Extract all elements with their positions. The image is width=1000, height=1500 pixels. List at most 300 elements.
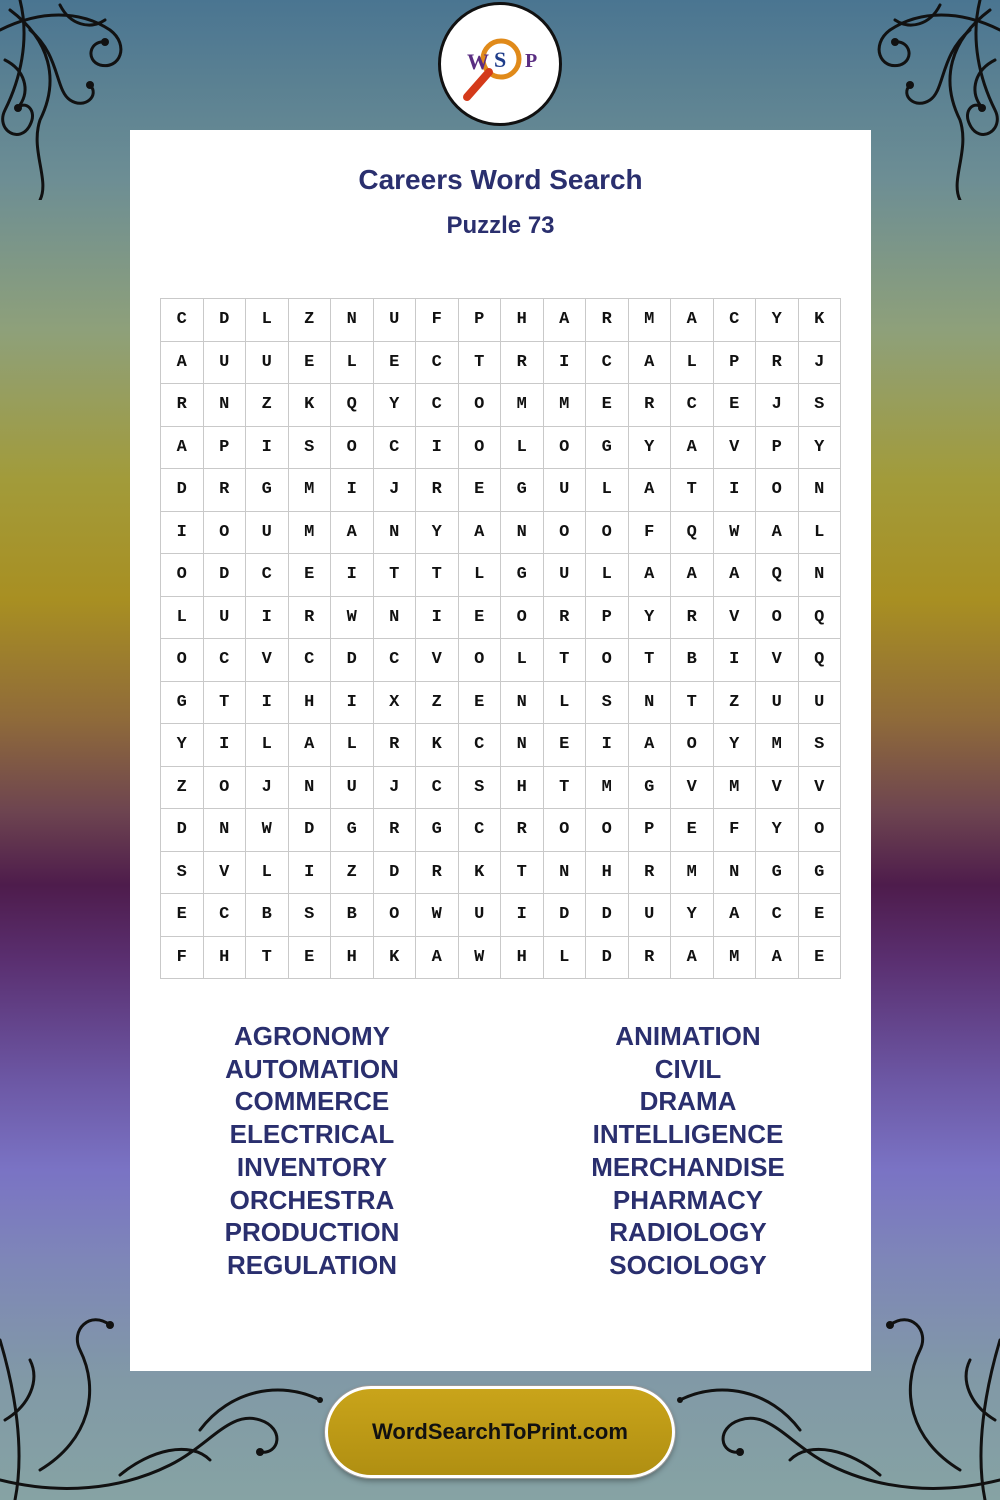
grid-cell[interactable]: W (246, 809, 289, 852)
grid-cell[interactable]: A (543, 299, 586, 342)
grid-cell[interactable]: G (628, 766, 671, 809)
grid-cell[interactable]: A (671, 936, 714, 979)
grid-cell[interactable]: N (501, 681, 544, 724)
grid-cell[interactable]: U (756, 681, 799, 724)
grid-cell[interactable]: F (713, 809, 756, 852)
word-item: CIVIL (654, 1053, 722, 1084)
grid-row (161, 511, 841, 554)
grid-cell[interactable]: N (373, 511, 416, 554)
word-item: ANIMATION (615, 1021, 761, 1051)
grid-cell[interactable]: O (586, 639, 629, 682)
grid-cell[interactable]: O (458, 426, 501, 469)
grid-cell[interactable]: V (203, 851, 246, 894)
grid-cell[interactable]: U (373, 299, 416, 342)
grid-cell[interactable]: E (458, 681, 501, 724)
grid-cell[interactable]: T (458, 341, 501, 384)
grid-cell[interactable]: H (203, 936, 246, 979)
grid-cell[interactable]: L (586, 469, 629, 512)
grid-cell[interactable]: N (543, 851, 586, 894)
grid-row (161, 384, 841, 427)
grid-cell[interactable]: V (416, 639, 459, 682)
grid-cell[interactable]: M (288, 511, 331, 554)
word-item: COMMERCE (234, 1086, 390, 1117)
grid-cell[interactable]: C (373, 426, 416, 469)
grid-cell[interactable]: M (288, 469, 331, 512)
word-item: PHARMACY (612, 1184, 764, 1215)
grid-cell[interactable]: E (713, 384, 756, 427)
grid-cell[interactable]: I (416, 596, 459, 639)
grid-cell[interactable]: G (331, 809, 374, 852)
grid-cell[interactable]: P (586, 596, 629, 639)
grid-cell[interactable]: S (798, 384, 841, 427)
grid-cell[interactable]: Q (331, 384, 374, 427)
grid-cell[interactable]: P (713, 341, 756, 384)
grid-cell[interactable]: J (756, 384, 799, 427)
grid-cell[interactable]: E (458, 596, 501, 639)
word-list-left (152, 1020, 472, 1282)
grid-cell[interactable]: I (331, 554, 374, 597)
grid-cell[interactable]: L (331, 341, 374, 384)
grid-cell[interactable]: T (671, 681, 714, 724)
grid-cell[interactable]: A (628, 469, 671, 512)
grid-row (161, 766, 841, 809)
word-item: INTELLIGENCE (592, 1119, 784, 1150)
word-item: REGULATION (227, 1249, 397, 1280)
grid-cell[interactable]: T (628, 639, 671, 682)
grid-cell[interactable]: R (416, 851, 459, 894)
word-item: PRODUCTION (224, 1217, 400, 1248)
grid-cell[interactable]: E (288, 936, 331, 979)
grid-cell[interactable]: W (416, 894, 459, 937)
grid-cell[interactable]: L (798, 511, 841, 554)
grid-cell[interactable]: Y (628, 426, 671, 469)
grid-cell[interactable]: G (416, 809, 459, 852)
grid-row (161, 809, 841, 852)
grid-cell[interactable]: E (288, 554, 331, 597)
grid-cell[interactable]: N (203, 384, 246, 427)
grid-row (161, 936, 841, 979)
grid-cell[interactable]: P (756, 426, 799, 469)
grid-cell[interactable]: I (246, 596, 289, 639)
grid-cell[interactable]: M (628, 299, 671, 342)
grid-cell[interactable]: I (586, 724, 629, 767)
grid-cell[interactable]: U (798, 681, 841, 724)
logo-letter-p: P (525, 50, 538, 72)
grid-cell[interactable]: O (458, 384, 501, 427)
grid-cell[interactable]: V (671, 766, 714, 809)
grid-cell[interactable]: N (203, 809, 246, 852)
grid-cell[interactable]: C (203, 639, 246, 682)
grid-cell[interactable]: L (246, 299, 289, 342)
grid-cell[interactable]: A (671, 554, 714, 597)
grid-cell[interactable]: O (501, 596, 544, 639)
grid-cell[interactable]: G (586, 426, 629, 469)
grid-cell[interactable]: N (373, 596, 416, 639)
grid-cell[interactable]: R (628, 936, 671, 979)
word-item: RADIOLOGY (609, 1217, 767, 1248)
grid-cell[interactable]: M (671, 851, 714, 894)
word-item: ELECTRICAL (229, 1119, 395, 1150)
grid-cell[interactable]: R (543, 596, 586, 639)
grid-cell[interactable]: Z (161, 766, 204, 809)
grid-cell[interactable]: N (713, 851, 756, 894)
grid-cell[interactable]: E (288, 341, 331, 384)
grid-cell[interactable]: N (798, 469, 841, 512)
grid-cell[interactable]: A (628, 341, 671, 384)
grid-cell[interactable]: F (161, 936, 204, 979)
grid-cell[interactable]: R (373, 809, 416, 852)
grid-cell[interactable]: T (373, 554, 416, 597)
grid-cell[interactable]: O (756, 596, 799, 639)
grid-cell[interactable]: A (161, 426, 204, 469)
grid-cell[interactable]: F (628, 511, 671, 554)
grid-cell[interactable]: Y (756, 809, 799, 852)
grid-cell[interactable]: T (543, 639, 586, 682)
grid-cell[interactable]: M (713, 766, 756, 809)
grid-row (161, 426, 841, 469)
grid-row (161, 681, 841, 724)
grid-cell[interactable]: G (501, 554, 544, 597)
grid-cell[interactable]: N (501, 724, 544, 767)
grid-cell[interactable]: A (161, 341, 204, 384)
grid-cell[interactable]: L (246, 851, 289, 894)
grid-cell[interactable]: D (586, 936, 629, 979)
grid-cell[interactable]: Y (628, 596, 671, 639)
grid-cell[interactable]: C (203, 894, 246, 937)
grid-row (161, 639, 841, 682)
grid-cell[interactable]: C (246, 554, 289, 597)
grid-row (161, 554, 841, 597)
grid-cell[interactable]: I (543, 341, 586, 384)
word-item: AGRONOMY (234, 1021, 390, 1051)
page-title: Careers Word Search (358, 164, 643, 195)
grid-cell[interactable]: D (203, 554, 246, 597)
grid-cell[interactable]: V (246, 639, 289, 682)
grid-cell[interactable]: Z (331, 851, 374, 894)
grid-cell[interactable]: L (543, 936, 586, 979)
grid-cell[interactable]: E (798, 936, 841, 979)
grid-cell[interactable]: H (501, 936, 544, 979)
grid-cell[interactable]: Q (798, 596, 841, 639)
grid-cell[interactable]: L (331, 724, 374, 767)
grid-cell[interactable]: O (543, 511, 586, 554)
grid-cell[interactable]: O (543, 809, 586, 852)
grid-cell[interactable]: R (161, 384, 204, 427)
grid-cell[interactable]: F (416, 299, 459, 342)
grid-cell[interactable]: G (161, 681, 204, 724)
grid-cell[interactable]: A (756, 936, 799, 979)
grid-cell[interactable]: D (203, 299, 246, 342)
grid-cell[interactable]: V (713, 426, 756, 469)
grid-cell[interactable]: E (586, 384, 629, 427)
grid-cell[interactable]: I (713, 639, 756, 682)
grid-cell[interactable]: S (798, 724, 841, 767)
grid-cell[interactable]: U (246, 341, 289, 384)
word-search-grid (160, 298, 841, 979)
grid-cell[interactable]: I (246, 426, 289, 469)
grid-cell[interactable]: G (246, 469, 289, 512)
site-link-label: WordSearchToPrint.com (372, 1419, 628, 1444)
grid-cell[interactable]: D (288, 809, 331, 852)
grid-cell[interactable]: Y (756, 299, 799, 342)
grid-cell[interactable]: E (373, 341, 416, 384)
grid-cell[interactable]: I (331, 469, 374, 512)
grid-cell[interactable]: J (246, 766, 289, 809)
grid-cell[interactable]: K (458, 851, 501, 894)
grid-cell[interactable]: I (288, 851, 331, 894)
grid-cell[interactable]: M (501, 384, 544, 427)
grid-cell[interactable]: S (288, 894, 331, 937)
grid-cell[interactable]: U (458, 894, 501, 937)
grid-cell[interactable]: P (203, 426, 246, 469)
grid-row (161, 469, 841, 512)
grid-cell[interactable]: L (246, 724, 289, 767)
grid-cell[interactable]: Y (416, 511, 459, 554)
word-item: SOCIOLOGY (609, 1249, 767, 1280)
grid-cell[interactable]: R (586, 299, 629, 342)
grid-cell[interactable]: S (458, 766, 501, 809)
grid-cell[interactable]: O (798, 809, 841, 852)
grid-cell[interactable]: R (416, 469, 459, 512)
grid-cell[interactable]: N (331, 299, 374, 342)
grid-cell[interactable]: A (713, 894, 756, 937)
grid-cell[interactable]: P (458, 299, 501, 342)
grid-cell[interactable]: R (501, 341, 544, 384)
grid-cell[interactable]: R (373, 724, 416, 767)
grid-cell[interactable]: V (756, 766, 799, 809)
grid-cell[interactable]: A (628, 724, 671, 767)
grid-cell[interactable]: G (756, 851, 799, 894)
grid-cell[interactable]: A (713, 554, 756, 597)
grid-cell[interactable]: M (586, 766, 629, 809)
grid-cell[interactable]: A (756, 511, 799, 554)
grid-cell[interactable]: U (628, 894, 671, 937)
grid-cell[interactable]: W (331, 596, 374, 639)
grid-cell[interactable]: H (288, 681, 331, 724)
grid-cell[interactable]: K (416, 724, 459, 767)
grid-cell[interactable]: M (543, 384, 586, 427)
grid-cell[interactable]: J (798, 341, 841, 384)
grid-cell[interactable]: T (246, 936, 289, 979)
grid-cell[interactable]: L (671, 341, 714, 384)
grid-cell[interactable]: D (543, 894, 586, 937)
grid-cell[interactable]: C (458, 809, 501, 852)
grid-cell[interactable]: Y (713, 724, 756, 767)
grid-cell[interactable]: V (713, 596, 756, 639)
grid-cell[interactable]: V (798, 766, 841, 809)
word-item: ORCHESTRA (229, 1184, 395, 1215)
grid-cell[interactable]: R (628, 851, 671, 894)
grid-cell[interactable]: E (161, 894, 204, 937)
grid-cell[interactable]: L (543, 681, 586, 724)
grid-cell[interactable]: O (203, 766, 246, 809)
logo-letter-w: W (467, 49, 489, 74)
grid-cell[interactable]: O (756, 469, 799, 512)
grid-cell[interactable]: L (586, 554, 629, 597)
grid-cell[interactable]: Y (798, 426, 841, 469)
grid-cell[interactable]: K (288, 384, 331, 427)
grid-cell[interactable]: R (501, 809, 544, 852)
grid-cell[interactable]: U (331, 766, 374, 809)
grid-cell[interactable]: O (161, 554, 204, 597)
grid-cell[interactable]: Q (756, 554, 799, 597)
site-logo[interactable] (438, 2, 562, 126)
grid-cell[interactable]: O (331, 426, 374, 469)
grid-cell[interactable]: O (373, 894, 416, 937)
grid-cell[interactable]: Y (161, 724, 204, 767)
grid-cell[interactable]: D (161, 809, 204, 852)
grid-cell[interactable]: Z (713, 681, 756, 724)
grid-cell[interactable]: A (288, 724, 331, 767)
grid-cell[interactable]: M (713, 936, 756, 979)
grid-cell[interactable]: R (628, 384, 671, 427)
grid-cell[interactable]: Z (416, 681, 459, 724)
grid-cell[interactable]: L (501, 639, 544, 682)
grid-cell[interactable]: H (501, 766, 544, 809)
grid-cell[interactable]: E (458, 469, 501, 512)
word-item: INVENTORY (236, 1151, 388, 1182)
grid-cell[interactable]: K (798, 299, 841, 342)
grid-cell[interactable]: G (501, 469, 544, 512)
grid-cell[interactable]: I (713, 469, 756, 512)
grid-cell[interactable]: Z (246, 384, 289, 427)
word-item: MERCHANDISE (591, 1151, 785, 1182)
grid-cell[interactable]: C (713, 299, 756, 342)
grid-cell[interactable]: C (288, 639, 331, 682)
grid-cell[interactable]: R (288, 596, 331, 639)
grid-cell[interactable]: K (373, 936, 416, 979)
grid-cell[interactable]: W (458, 936, 501, 979)
grid-cell[interactable]: B (671, 639, 714, 682)
grid-cell[interactable]: E (798, 894, 841, 937)
grid-cell[interactable]: T (203, 681, 246, 724)
grid-cell[interactable]: D (331, 639, 374, 682)
grid-cell[interactable]: Q (798, 639, 841, 682)
grid-cell[interactable]: P (628, 809, 671, 852)
magnifier-logo-icon (445, 9, 555, 119)
grid-cell[interactable]: Y (671, 894, 714, 937)
grid-cell[interactable]: N (288, 766, 331, 809)
grid-cell[interactable]: V (756, 639, 799, 682)
grid-cell[interactable]: T (501, 851, 544, 894)
grid-cell[interactable]: T (416, 554, 459, 597)
grid-cell[interactable]: M (756, 724, 799, 767)
grid-cell[interactable]: U (203, 341, 246, 384)
grid-cell[interactable]: B (246, 894, 289, 937)
word-item: DRAMA (639, 1086, 737, 1117)
grid-row (161, 299, 841, 342)
grid-cell[interactable]: T (543, 766, 586, 809)
grid-cell[interactable]: A (628, 554, 671, 597)
grid-cell[interactable]: L (501, 426, 544, 469)
grid-cell[interactable]: I (501, 894, 544, 937)
grid-cell[interactable]: J (373, 469, 416, 512)
grid-cell[interactable]: S (586, 681, 629, 724)
grid-cell[interactable]: D (373, 851, 416, 894)
grid-cell[interactable]: S (161, 851, 204, 894)
grid-cell[interactable]: A (671, 426, 714, 469)
site-link-button[interactable] (325, 1386, 675, 1478)
grid-cell[interactable]: R (756, 341, 799, 384)
grid-cell[interactable]: O (586, 511, 629, 554)
grid-cell[interactable]: O (671, 724, 714, 767)
grid-cell[interactable]: O (203, 511, 246, 554)
grid-cell[interactable]: U (203, 596, 246, 639)
grid-cell[interactable]: E (543, 724, 586, 767)
grid-cell[interactable]: Y (373, 384, 416, 427)
grid-cell[interactable]: Q (671, 511, 714, 554)
grid-cell[interactable]: T (671, 469, 714, 512)
grid-cell[interactable]: R (203, 469, 246, 512)
grid-cell[interactable]: H (501, 299, 544, 342)
grid-cell[interactable]: C (416, 384, 459, 427)
grid-cell[interactable]: A (458, 511, 501, 554)
grid-cell[interactable]: I (203, 724, 246, 767)
grid-cell[interactable]: A (416, 936, 459, 979)
grid-cell[interactable]: H (586, 851, 629, 894)
grid-cell[interactable]: I (246, 681, 289, 724)
logo-letter-s: S (494, 47, 507, 72)
grid-cell[interactable]: I (331, 681, 374, 724)
grid-cell[interactable]: E (671, 809, 714, 852)
grid-cell[interactable]: L (458, 554, 501, 597)
grid-row (161, 894, 841, 937)
grid-cell[interactable]: O (586, 809, 629, 852)
grid-cell[interactable]: D (161, 469, 204, 512)
grid-cell[interactable]: B (331, 894, 374, 937)
grid-row (161, 724, 841, 767)
grid-cell[interactable]: N (798, 554, 841, 597)
grid-cell[interactable]: C (756, 894, 799, 937)
grid-cell[interactable]: C (416, 341, 459, 384)
grid-cell[interactable]: C (373, 639, 416, 682)
grid-cell[interactable]: U (543, 469, 586, 512)
grid-cell[interactable]: C (458, 724, 501, 767)
grid-cell[interactable]: H (331, 936, 374, 979)
puzzle-card (130, 130, 871, 1371)
grid-cell[interactable]: X (373, 681, 416, 724)
grid-cell[interactable]: O (161, 639, 204, 682)
grid-row (161, 341, 841, 384)
grid-cell[interactable]: N (501, 511, 544, 554)
grid-cell[interactable]: C (671, 384, 714, 427)
grid-cell[interactable]: R (671, 596, 714, 639)
grid-cell[interactable]: C (161, 299, 204, 342)
grid-cell[interactable]: A (331, 511, 374, 554)
grid-cell[interactable]: D (586, 894, 629, 937)
grid-cell[interactable]: S (288, 426, 331, 469)
grid-cell[interactable]: U (246, 511, 289, 554)
grid-cell[interactable]: W (713, 511, 756, 554)
puzzle-number: Puzzle 73 (446, 212, 555, 239)
grid-cell[interactable]: C (586, 341, 629, 384)
grid-cell[interactable]: I (161, 511, 204, 554)
grid-cell[interactable]: I (416, 426, 459, 469)
grid-cell[interactable]: C (416, 766, 459, 809)
grid-cell[interactable]: L (161, 596, 204, 639)
word-item: AUTOMATION (225, 1053, 399, 1084)
grid-cell[interactable]: J (373, 766, 416, 809)
grid-cell[interactable]: Z (288, 299, 331, 342)
grid-cell[interactable]: O (543, 426, 586, 469)
grid-cell[interactable]: G (798, 851, 841, 894)
grid-cell[interactable]: A (671, 299, 714, 342)
grid-cell[interactable]: N (628, 681, 671, 724)
grid-cell[interactable]: O (458, 639, 501, 682)
word-list-right (528, 1020, 848, 1282)
grid-row (161, 851, 841, 894)
grid-cell[interactable]: U (543, 554, 586, 597)
